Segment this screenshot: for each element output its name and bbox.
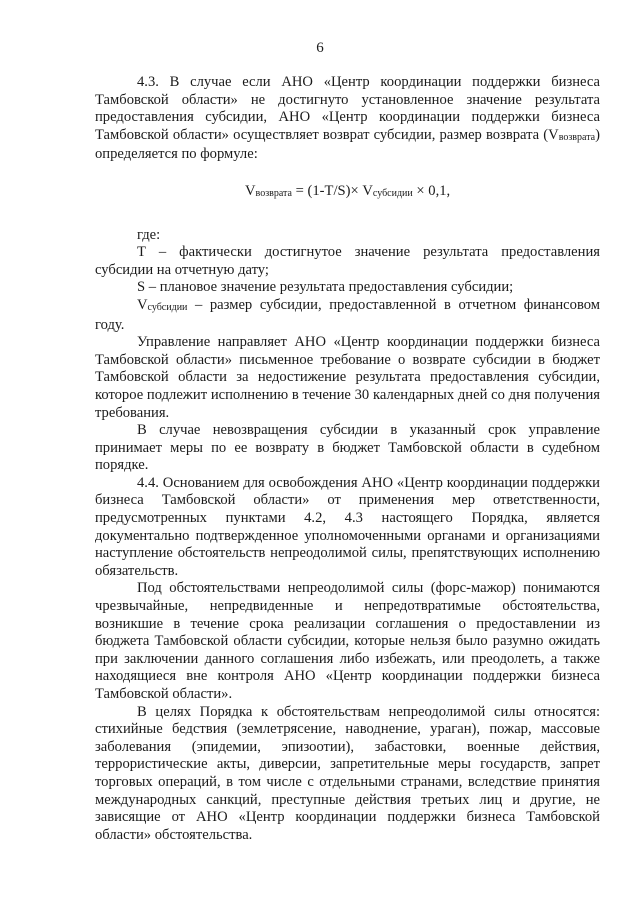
paragraph-4-3-end: ) определяется по формуле: [95, 126, 600, 163]
paragraph-purposes: В целях Порядка к обстоятельствам непреодолимой силы относятся: стихийные бедствия (землетрясение, наводнение, ураган), пожар, массовые заболевания (эпидемии, эпизоотии), забастовки, военные действия, террористические акты, диверсии, запретительные меры государств, запрет торговых операций, в том числе с отдельными странами, вследствие принятия международных санкций, преступные действия третьих лиц и другие, не зависящие от АНО «Центр координации поддержки бизнеса Тамбовской области» обстоятельства. [95, 703, 600, 843]
return-formula [95, 183, 600, 203]
definition-v-subscript: субсидии [147, 301, 188, 313]
formula-end: × 0,1, [412, 182, 451, 199]
definition-v [95, 297, 600, 334]
formula-v1: V [245, 182, 256, 199]
formula-v1-subscript: возврата [255, 187, 292, 199]
paragraph-4-3 [95, 74, 600, 164]
paragraph-4-4: 4.4. Основанием для освобождения АНО «Центр координации поддержки бизнеса Тамбовской области» от применения мер ответственности, предусмотренных пунктами 4.2, 4.3 настоящего Порядка, является документально подтвержденное уполномоченными органами и организациями наступление обстоятельств непреодолимой силы, препятствующих исполнению обязательств. [95, 474, 600, 579]
where-label: где: [137, 226, 161, 243]
paragraph-4-3-text: 4.3. В случае если АНО «Центр координации поддержки бизнеса Тамбовской области» не достигнуто установленное значение результата предоставления субсидии, АНО «Центр координации поддержки бизнеса Тамбовской области» осуществляет возврат субсидии, размер возврата (V [95, 74, 600, 143]
definition-v-symbol: V [137, 296, 148, 313]
formula-v2-subscript: субсидии [372, 187, 413, 199]
paragraph-force-majeure: Под обстоятельствами непреодолимой силы (форс-мажор) понимаются чрезвычайные, непредвиденные и непредотвратимые обстоятельства, возникшие в течение срока реализации соглашения о предоставлении из бюджета Тамбовской области субсидии, которые нельзя было разумно ожидать при заключении данного соглашения либо избежать, или преодолеть, а также находящиеся вне контроля АНО «Центр координации поддержки бизнеса Тамбовской области». [95, 580, 600, 702]
paragraph-nonreturn: В случае невозвращения субсидии в указанный срок управление принимает меры по ее возврату в бюджет Тамбовской области в судебном порядке. [95, 422, 600, 474]
document-body [95, 74, 600, 844]
definition-t: Т – фактически достигнутое значение результата предоставления субсидии на отчетную дату; [95, 244, 600, 278]
formula-middle: = (1-T/S)× V [291, 182, 373, 199]
definition-v-text: – размер субсидии, предоставленной в отчетном финансовом году. [95, 296, 600, 333]
paragraph-4-3-subscript: возврата [558, 131, 596, 143]
paragraph-management: Управление направляет АНО «Центр координации поддержки бизнеса Тамбовской области» письменное требование о возврате субсидии в бюджет Тамбовской области за недостижение результата предоставления субсидии, которое подлежит исполнению в течение 30 календарных дней со дня получения требования. [95, 334, 600, 421]
definition-s: S – плановое значение результата предоставления субсидии; [137, 279, 514, 296]
page-number: 6 [316, 40, 324, 56]
